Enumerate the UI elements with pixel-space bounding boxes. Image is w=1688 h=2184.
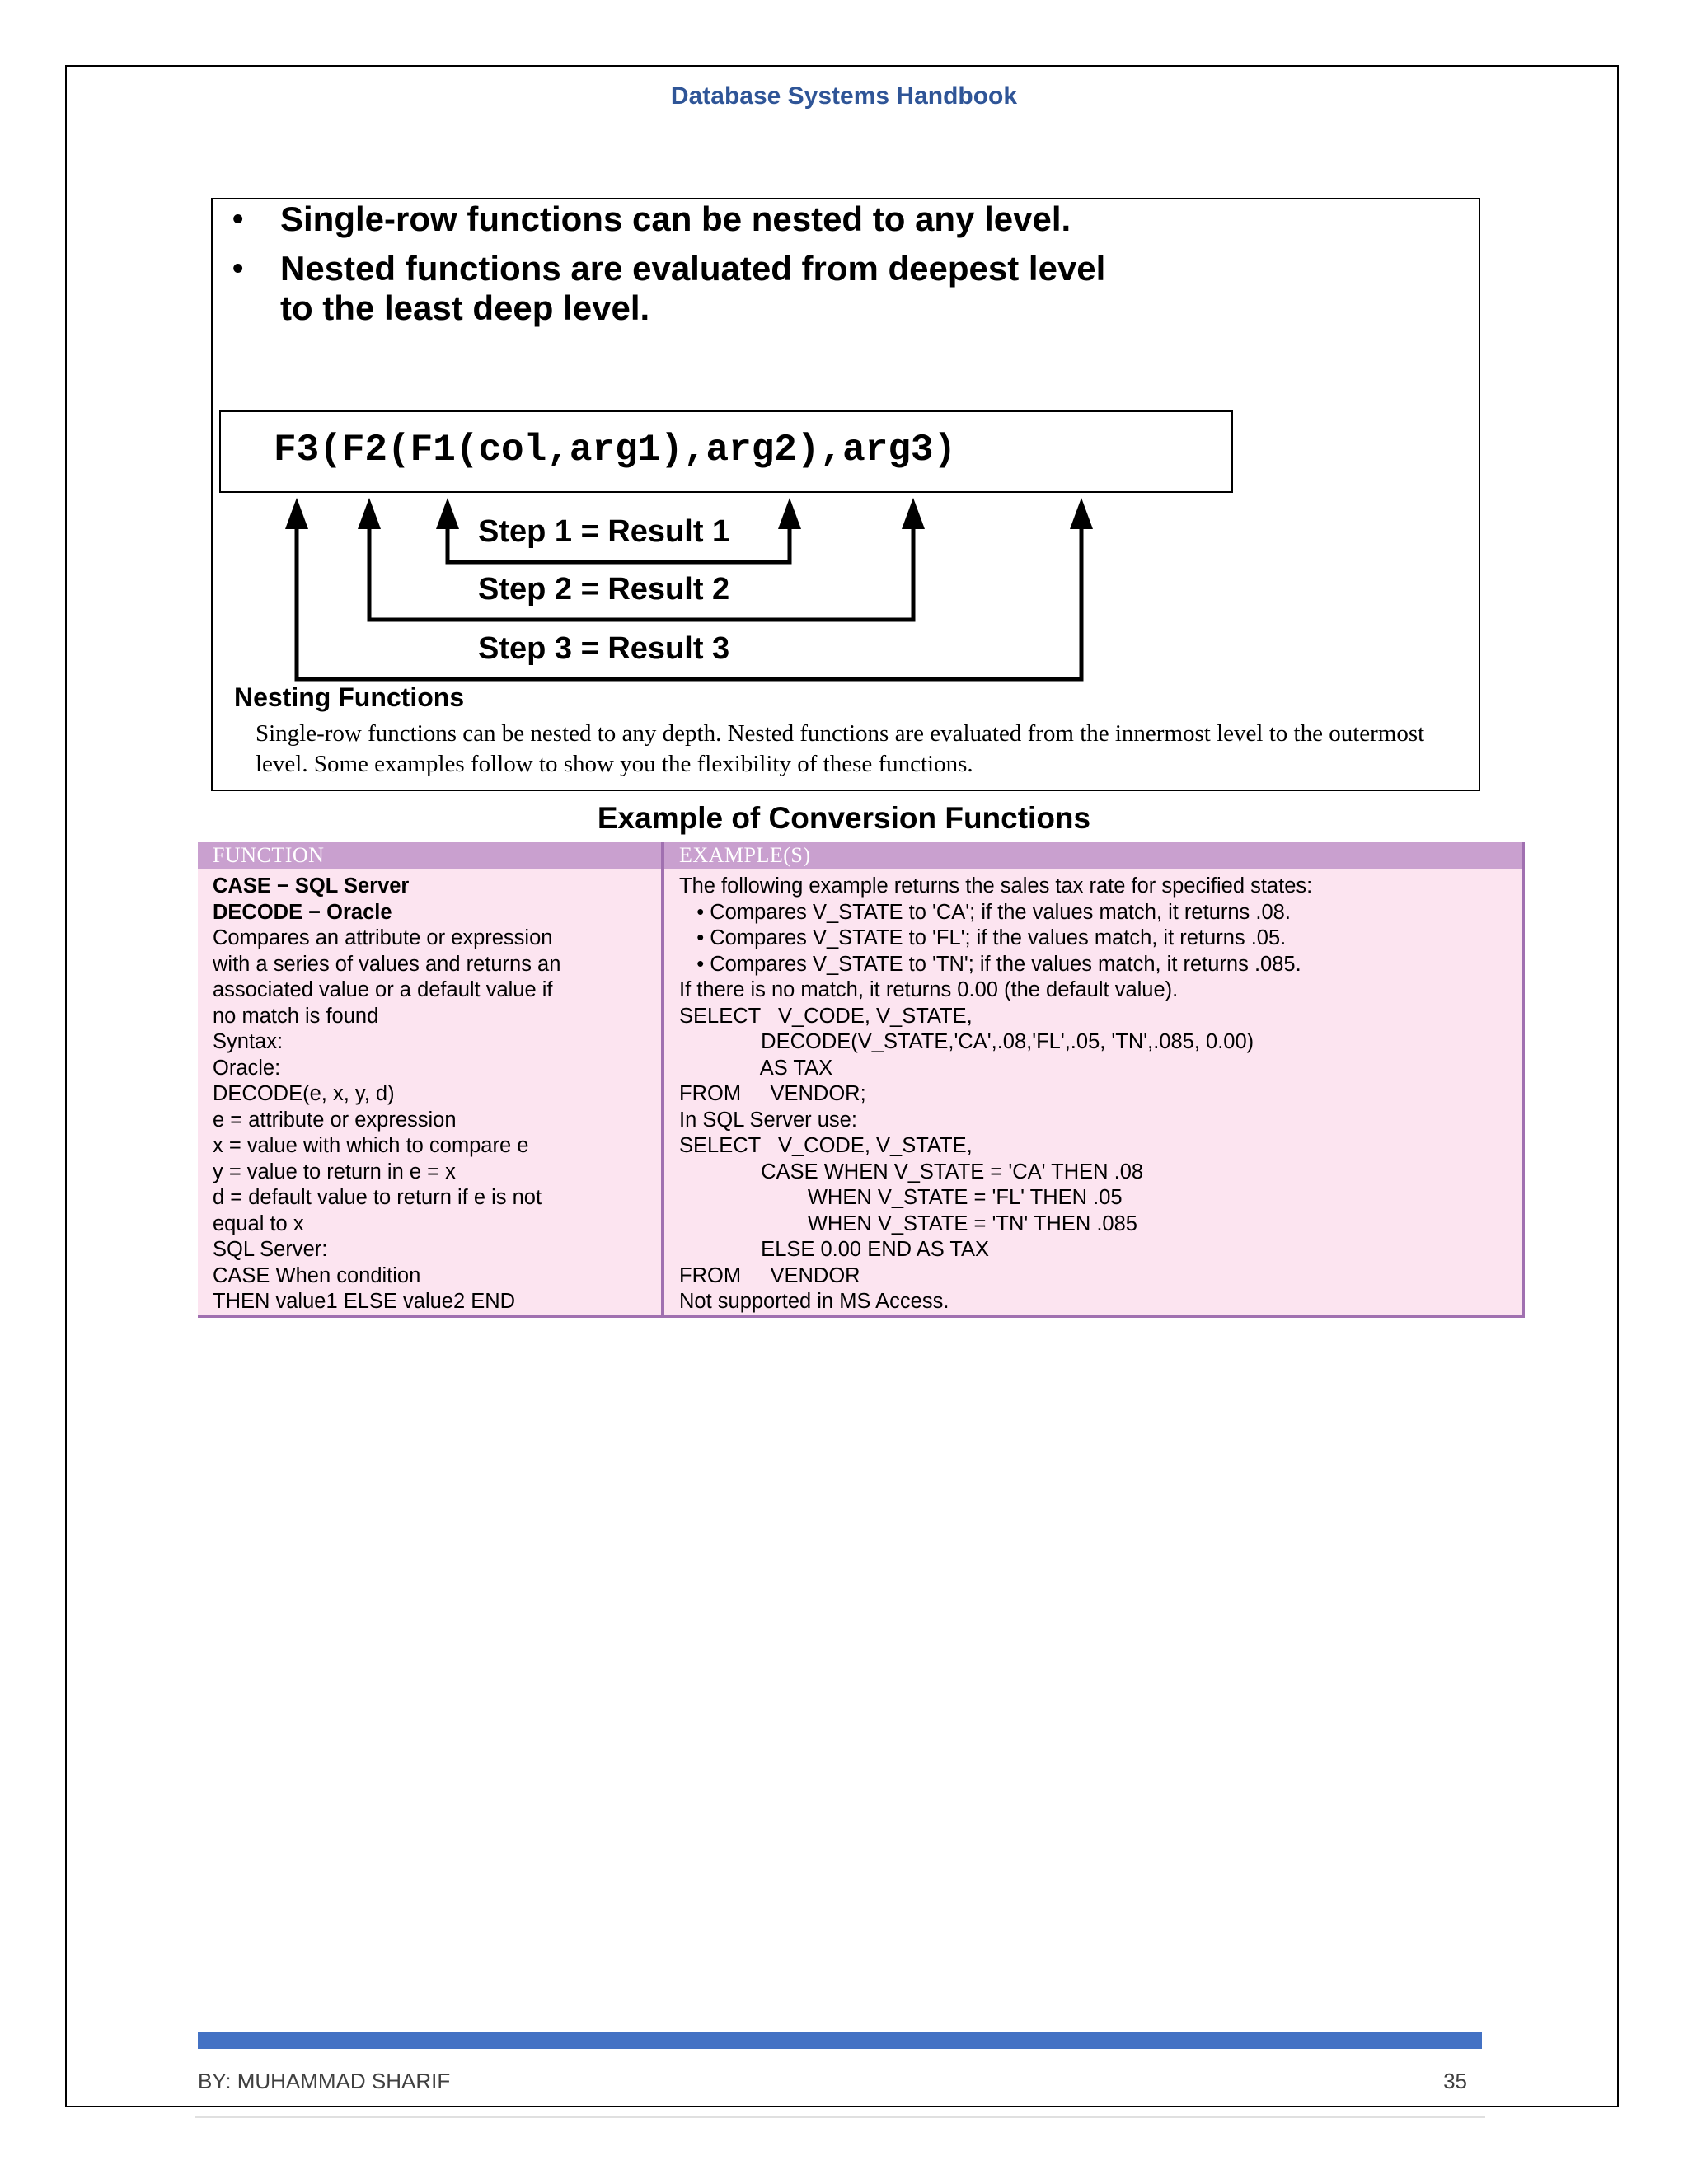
bullet-text: to the least deep level. [280, 288, 650, 327]
function-line: no match is found [213, 1004, 379, 1028]
example-line: CASE WHEN V_STATE = 'CA' THEN .08 [679, 1160, 1144, 1183]
figure-description: Single-row functions can be nested to any depth. Nested functions are evaluated from the innermost level to the outermost level. Some examples follow to show you the flexibility of these functions. [256, 720, 1425, 777]
example-line: In SQL Server use: [679, 1108, 857, 1132]
table-header-row [198, 842, 1523, 869]
function-line: DECODE − Oracle [213, 900, 392, 924]
examples-cell [663, 869, 1523, 1316]
bullet-icon: • [232, 251, 244, 286]
function-line: e = attribute or expression [213, 1108, 457, 1132]
arrow-head-icon [436, 498, 459, 529]
function-line: CASE When condition [213, 1263, 421, 1287]
nesting-functions-figure [211, 198, 1480, 791]
arrow-head-icon [358, 498, 381, 529]
function-line: Compares an attribute or expression [213, 926, 553, 949]
figure-caption: Nesting Functions [234, 682, 465, 712]
function-line: CASE − SQL Server [213, 874, 410, 898]
function-line: Oracle: [213, 1056, 281, 1080]
function-line: associated value or a default value if [213, 978, 553, 1001]
example-line: • Compares V_STATE to 'FL'; if the values match, it returns .05. [679, 926, 1287, 949]
function-line: x = value with which to compare e [213, 1134, 529, 1157]
example-line: AS TAX [679, 1056, 833, 1080]
function-line: d = default value to return if e is not [213, 1186, 542, 1209]
example-line: If there is no match, it returns 0.00 (the default value). [679, 978, 1179, 1001]
function-line: equal to x [213, 1212, 304, 1235]
example-line: • Compares V_STATE to 'CA'; if the values match, it returns .08. [679, 900, 1291, 924]
example-line: WHEN V_STATE = 'FL' THEN .05 [679, 1186, 1123, 1209]
step-2-label: Step 2 = Result 2 [478, 572, 730, 607]
function-line: SQL Server: [213, 1238, 328, 1261]
example-line: DECODE(V_STATE,'CA',.08,'FL',.05, 'TN',.085, 0.00) [679, 1030, 1254, 1053]
column-header-function: FUNCTION [198, 842, 663, 869]
footer-author: BY: MUHAMMAD SHARIF [198, 2069, 451, 2093]
example-line: Not supported in MS Access. [679, 1290, 950, 1313]
function-line: THEN value1 ELSE value2 END [213, 1290, 516, 1313]
arrow-head-icon [778, 498, 801, 529]
function-line: Syntax: [213, 1030, 284, 1053]
bullet-text: Single-row functions can be nested to any level. [280, 199, 1071, 238]
example-line: ELSE 0.00 END AS TAX [679, 1238, 990, 1261]
step-1-label: Step 1 = Result 1 [478, 514, 730, 549]
arrow-head-icon [1070, 498, 1093, 529]
example-line: • Compares V_STATE to 'TN'; if the values match, it returns .085. [679, 952, 1301, 976]
function-line: y = value to return in e = x [213, 1160, 456, 1183]
table-row [198, 869, 1523, 1316]
arrow-head-icon [285, 498, 308, 529]
column-header-examples: EXAMPLE(S) [663, 842, 1523, 869]
function-line: DECODE(e, x, y, d) [213, 1082, 395, 1105]
example-line: SELECT V_CODE, V_STATE, [679, 1004, 973, 1028]
conversion-functions-table [198, 842, 1525, 1318]
function-line: with a series of values and returns an [213, 952, 561, 976]
page-number: 35 [1443, 2069, 1467, 2093]
example-line: The following example returns the sales tax rate for specified states: [679, 874, 1313, 898]
example-line: SELECT V_CODE, V_STATE, [679, 1134, 973, 1157]
arrow-head-icon [902, 498, 925, 529]
page-header-title: Database Systems Handbook [670, 82, 1018, 110]
example-line: FROM VENDOR; [679, 1082, 866, 1105]
footer-bar [198, 2032, 1482, 2049]
example-line: WHEN V_STATE = 'TN' THEN .085 [679, 1212, 1137, 1235]
function-cell [198, 869, 663, 1316]
bullet-icon: • [232, 202, 244, 237]
nested-formula: F3(F2(F1(col,arg1),arg2),arg3) [274, 429, 957, 471]
step-3-label: Step 3 = Result 3 [478, 631, 730, 666]
example-line: FROM VENDOR [679, 1263, 860, 1287]
bullet-text: Nested functions are evaluated from deepest level [280, 249, 1106, 288]
footer-rule [195, 2116, 1485, 2118]
section-title: Example of Conversion Functions [597, 801, 1091, 835]
